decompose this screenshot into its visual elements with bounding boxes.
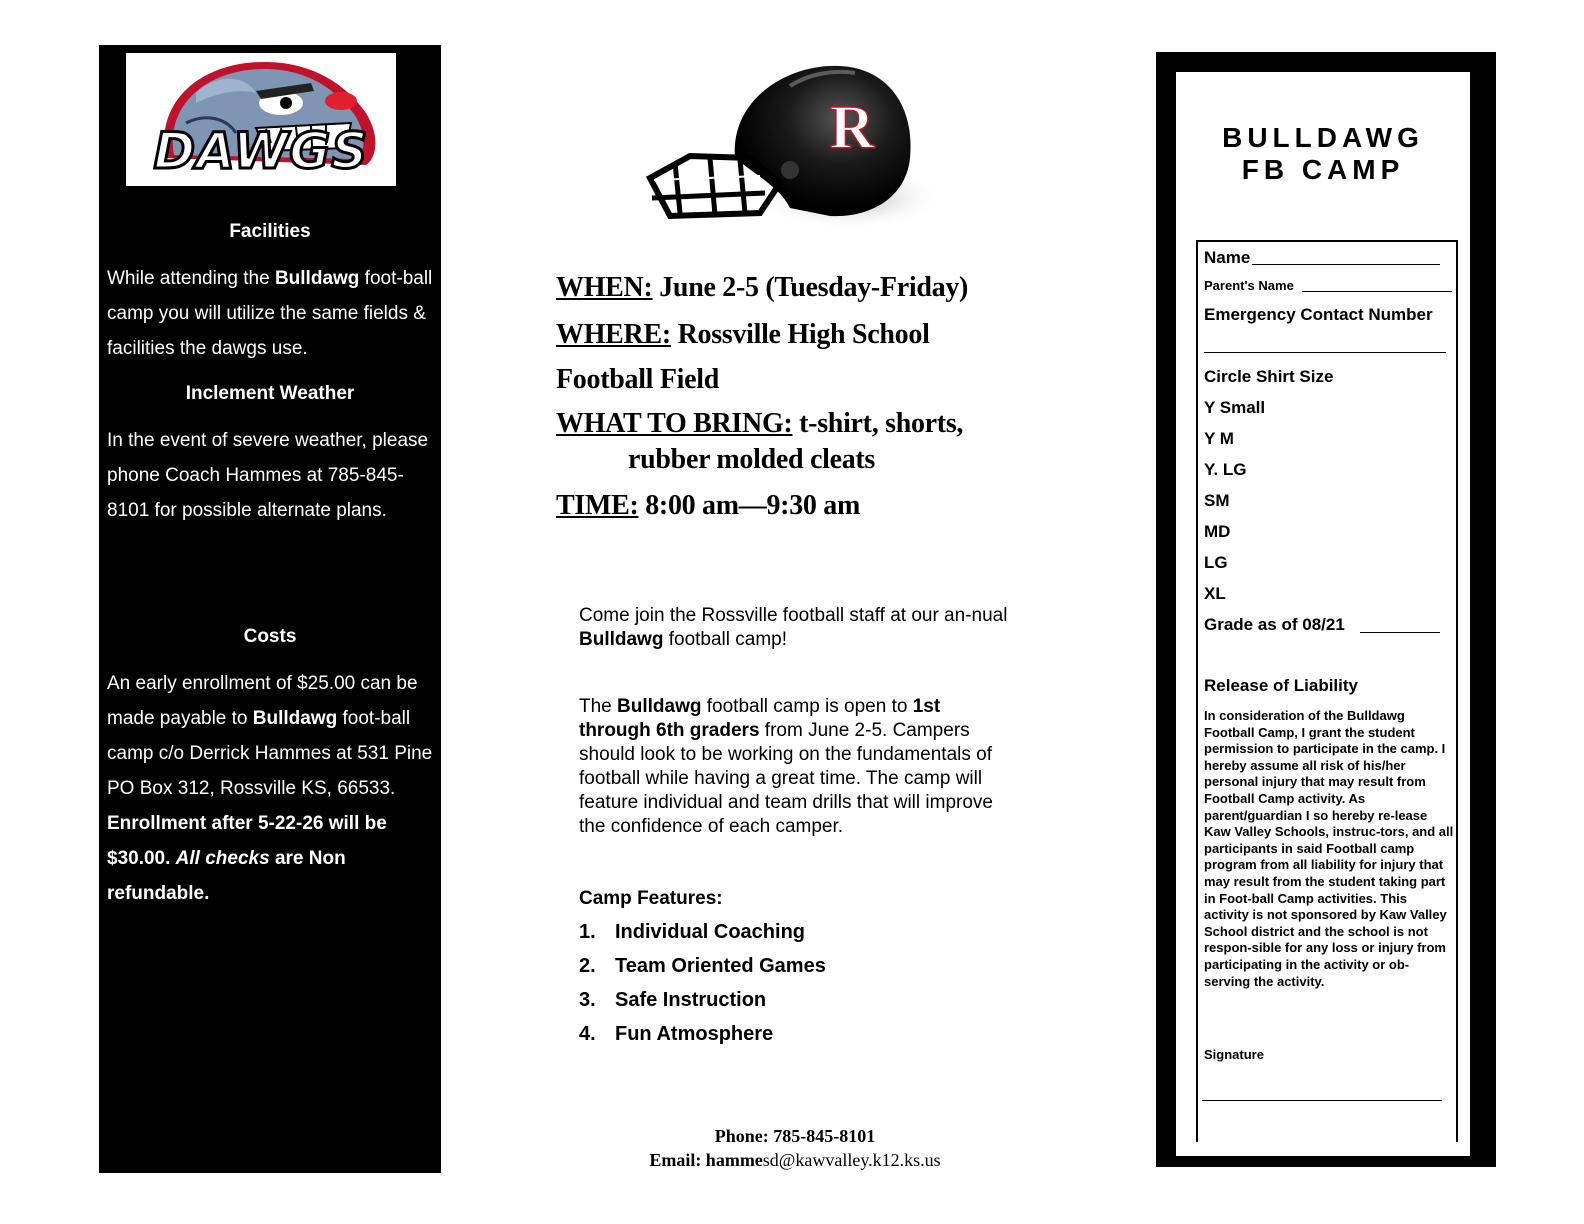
liability-heading: Release of Liability <box>1204 676 1358 695</box>
where-line: WHERE: Rossville High School <box>556 319 930 350</box>
parent-name-label: Parent's Name <box>1204 278 1294 293</box>
shirt-size-option[interactable]: Y M <box>1204 429 1234 448</box>
helmet-letter: R <box>829 94 875 162</box>
where-line-2: Football Field <box>556 364 720 395</box>
shirt-size-option[interactable]: Y. LG <box>1204 460 1247 479</box>
facilities-text: While attending the Bulldawg foot-ball camp you will utilize the same fields & facilities the dawgs use. <box>107 268 433 359</box>
registration-form-panel <box>1156 52 1496 1167</box>
shirt-size-option[interactable]: Y Small <box>1204 398 1266 417</box>
liability-text: In consideration of the Bulldawg Football Camp, I grant the student permission to participate in the camp. I hereby assume all risk of his/her personal injury that may result from Football Camp activity. As parent/guardian I so hereby re-lease Kaw Valley Schools, instruc-tors, and all participants in said Football camp program from all liability for injury that may result from the student taking part in Foot-ball Camp activities. This activity is not sponsored by Kaw Valley School district and the school is not respon-sible for any loss or injury from participating in the activity or ob-serving the activity. <box>1204 708 1454 989</box>
name-label: Name <box>1204 248 1251 267</box>
form-box <box>1196 240 1458 1142</box>
inclement-weather-heading: Inclement Weather <box>185 383 355 404</box>
what-to-bring-line-2: rubber molded cleats <box>628 444 876 475</box>
facilities-heading: Facilities <box>229 221 311 242</box>
emergency-contact-field[interactable] <box>1204 352 1446 353</box>
logo-wordmark: DAWGS <box>153 122 369 180</box>
parent-name-field[interactable] <box>1302 291 1452 292</box>
grade-field[interactable] <box>1360 632 1440 633</box>
shirt-size-option[interactable]: MD <box>1204 522 1231 541</box>
inclement-weather-text: In the event of severe weather, please phone Coach Hammes at 785-845-8101 for possible alternate plans. <box>107 430 429 521</box>
feature-item: 1. Individual Coaching <box>579 921 806 943</box>
shirt-size-option[interactable]: LG <box>1204 553 1228 572</box>
grade-label: Grade as of 08/21 <box>1204 615 1345 634</box>
name-field[interactable] <box>1252 264 1440 265</box>
registration-form-inner <box>1176 72 1470 1156</box>
costs-heading: Costs <box>243 626 297 647</box>
camp-features-heading: Camp Features: <box>579 888 723 909</box>
feature-item: 3. Safe Instruction <box>579 989 767 1011</box>
emergency-contact-label: Emergency Contact Number <box>1204 305 1433 324</box>
shirt-size-option[interactable]: XL <box>1204 584 1226 603</box>
signature-field[interactable] <box>1202 1100 1442 1101</box>
feature-item: 4. Fun Atmosphere <box>579 1023 774 1045</box>
time-line: TIME: 8:00 am—9:30 am <box>556 490 861 521</box>
about-paragraph: The Bulldawg football camp is open to 1st through 6th graders from June 2-5. Campers should look to be working on the fundamentals of football while having a great time. The camp will feature individual and team drills that will improve the confidence of each camper. <box>579 696 993 837</box>
signature-label: Signature <box>1204 1047 1264 1062</box>
shirt-size-option[interactable]: SM <box>1204 491 1230 510</box>
intro-paragraph: Come join the Rossville football staff at our an-nual Bulldawg football camp! <box>579 605 1008 650</box>
phone-contact: Phone: 785-845-8101 <box>714 1126 876 1146</box>
camp-title: BULLDAWG FB CAMP <box>1222 122 1424 185</box>
email-contact: Email: hammesd@kawvalley.k12.ks.us <box>649 1150 941 1170</box>
costs-text: An early enrollment of $25.00 can be made payable to Bulldawg foot-ball camp c/o Derrick Hammes at 531 Pine PO Box 312, Rossville KS, 66533. Enrollment after 5-22-26 will be $30.00. All checks are Non refundable. <box>107 673 433 904</box>
shirt-size-label: Circle Shirt Size <box>1204 367 1334 386</box>
left-panel <box>99 45 441 1173</box>
when-line: WHEN: June 2-5 (Tuesday-Friday) <box>556 272 969 303</box>
what-to-bring-line: WHAT TO BRING: t-shirt, shorts, <box>556 408 964 439</box>
feature-item: 2. Team Oriented Games <box>579 955 826 977</box>
football-helmet-icon <box>640 58 950 238</box>
dawgs-logo <box>126 53 396 186</box>
